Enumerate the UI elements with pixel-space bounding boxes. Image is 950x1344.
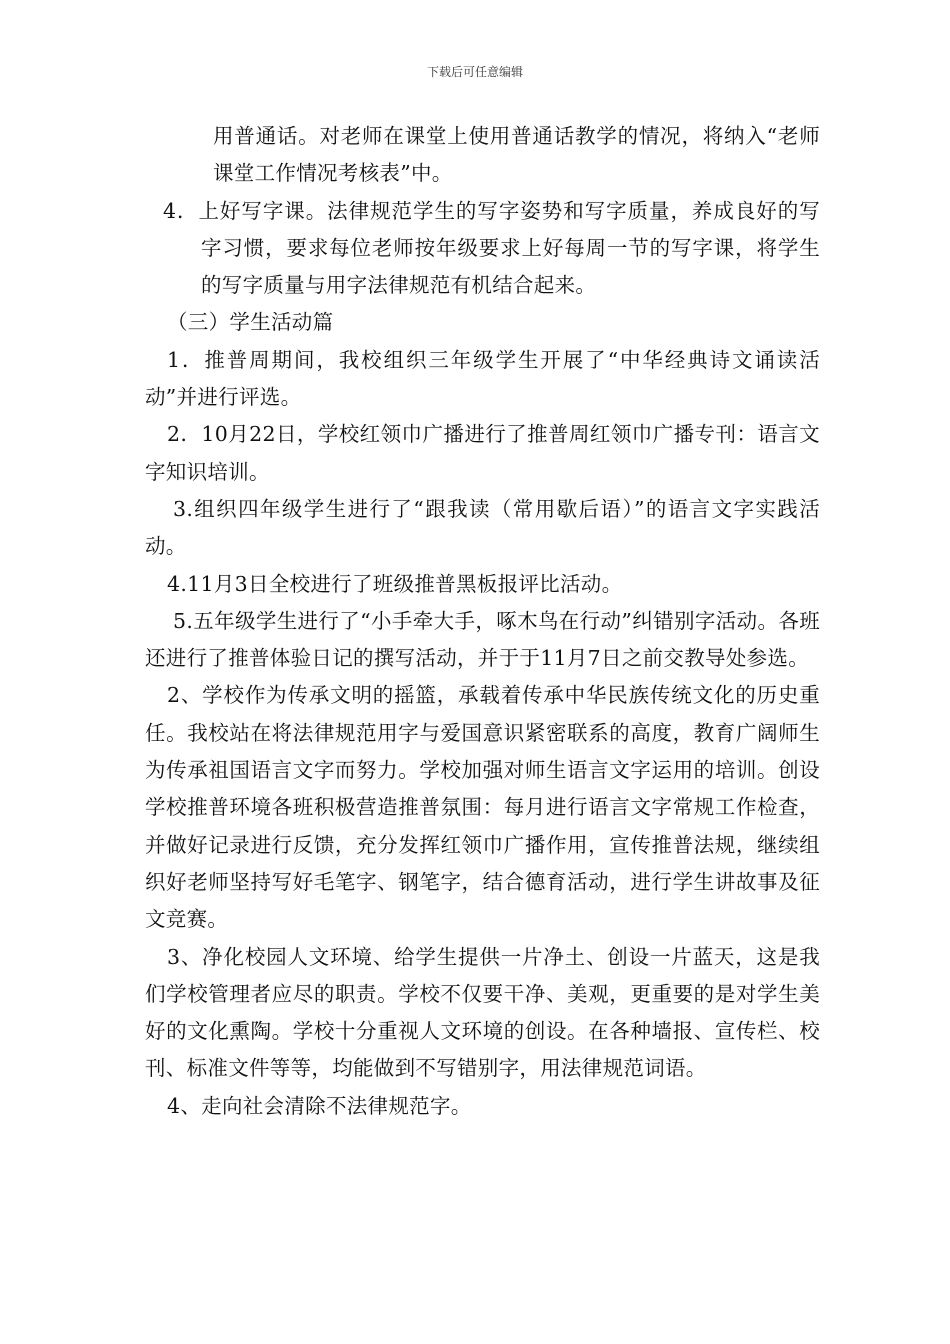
paragraph-activity-1: 1．推普周期间，我校组织三年级学生开展了“中华经典诗文诵读活动”并进行评选。 bbox=[145, 347, 820, 410]
paragraph-item-4-writing-class: 4．上好写字课。法律规范学生的写字姿势和写字质量，养成良好的写字习惯，要求每位老师按年级要求上好每周一节的写字课，将学生的写字质量与用字法律规范有机结合起来。 bbox=[163, 198, 820, 298]
paragraph-section-4: 4、走向社会清除不法律规范字。 bbox=[167, 1093, 472, 1118]
paragraph-putonghua-continued: 用普通话。对老师在课堂上使用普通话教学的情况，将纳入“老师课堂工作情况考核表”中。 bbox=[213, 124, 820, 186]
paragraph-activity-4: 4.11月3日全校进行了班级推普黑板报评比活动。 bbox=[167, 571, 623, 596]
section-heading-student-activities: （三）学生活动篇 bbox=[167, 310, 334, 335]
paragraph-section-2: 2、学校作为传承文明的摇篮，承载着传承中华民族传统文化的历史重任。我校站在将法律规范用字与爱国意识紧密联系的高度，教育广阔师生为传承祖国语言文字而努力。学校加强对师生语言文字运用的培训。创设学校推普环境各班积极营造推普氛围：每月进行语言文字常规工作检查，并做好记录进行反馈，充分发挥红领巾广播作用，宣传推普法规，继续组织好老师坚持写好毛笔字、钢笔字，结合德育活动，进行学生讲故事及征文竞赛。 bbox=[145, 683, 820, 932]
page-header: 下载后可任意编辑 bbox=[426, 65, 523, 79]
document-body bbox=[145, 118, 820, 1125]
paragraph-activity-5: 5.五年级学生进行了“小手牵大手，啄木鸟在行动”纠错别字活动。各班还进行了推普体验日记的撰写活动，并于于11月7日之前交教导处参选。 bbox=[145, 608, 820, 671]
paragraph-section-3: 3、净化校园人文环境、给学生提供一片净土、创设一片蓝天，这是我们学校管理者应尽的职责。学校不仅要干净、美观，更重要的是对学生美好的文化熏陶。学校十分重视人文环境的创设。在各种墙报、宣传栏、校刊、标准文件等等，均能做到不写错别字，用法律规范词语。 bbox=[145, 944, 820, 1081]
paragraph-activity-3: 3.组织四年级学生进行了“跟我读（常用歇后语）”的语言文字实践活动。 bbox=[145, 496, 820, 559]
paragraph-activity-2: 2．10月22日，学校红领巾广播进行了推普周红领巾广播专刊：语言文字知识培训。 bbox=[145, 422, 820, 484]
